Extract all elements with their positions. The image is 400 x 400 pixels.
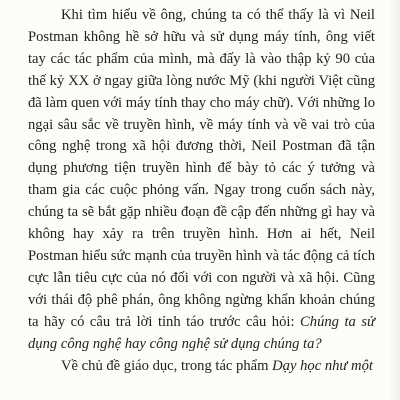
paragraph-2-text: Về chủ đề giáo dục, trong tác phẩm xyxy=(61,357,273,374)
paragraph-education xyxy=(28,356,375,378)
page-edge-shadow xyxy=(388,0,400,400)
book-title-fragment: Dạy học như một xyxy=(272,357,373,374)
body-text xyxy=(28,5,375,377)
question-italic: Chúng ta sử dụng công nghệ hay công nghệ sử dụng chúng ta? xyxy=(28,313,375,352)
paragraph-1-text: Khi tìm hiểu về ông, chúng ta có thể thấy là vì Neil Postman không hề sở hữu và sử dụng máy tính, ông viết tay các tác phẩm của mình, mà đấy là vào thập kỷ 90 của thế kỷ XX ở ngay giữa lòng nước Mỹ (khi người Việt cũng đã làm quen với máy tính thay cho máy chữ). Với những lo ngại sâu sắc về truyền hình, về máy tính và về vai trò của công nghệ trong xã hội đương thời, Neil Postman đã tận dụng phương tiện truyền hình để bày tỏ các ý tưởng và tham gia các cuộc phỏng vấn. Ngay trong cuốn sách này, chúng ta sẽ bắt gặp nhiều đoạn đề cập đến những gì hay và không hay xảy ra trên truyền hình. Hơn ai hết, Neil Postman hiểu sức mạnh của truyền hình và tác động cả tích cực lẫn tiêu cực của nó đối với con người và xã hội. Cũng với thái độ phê phán, ông không ngừng khẩn khoản chúng ta hãy có câu trả lời tỉnh táo trước câu hỏi: xyxy=(28,7,375,330)
paragraph-postman-technology xyxy=(28,5,375,356)
